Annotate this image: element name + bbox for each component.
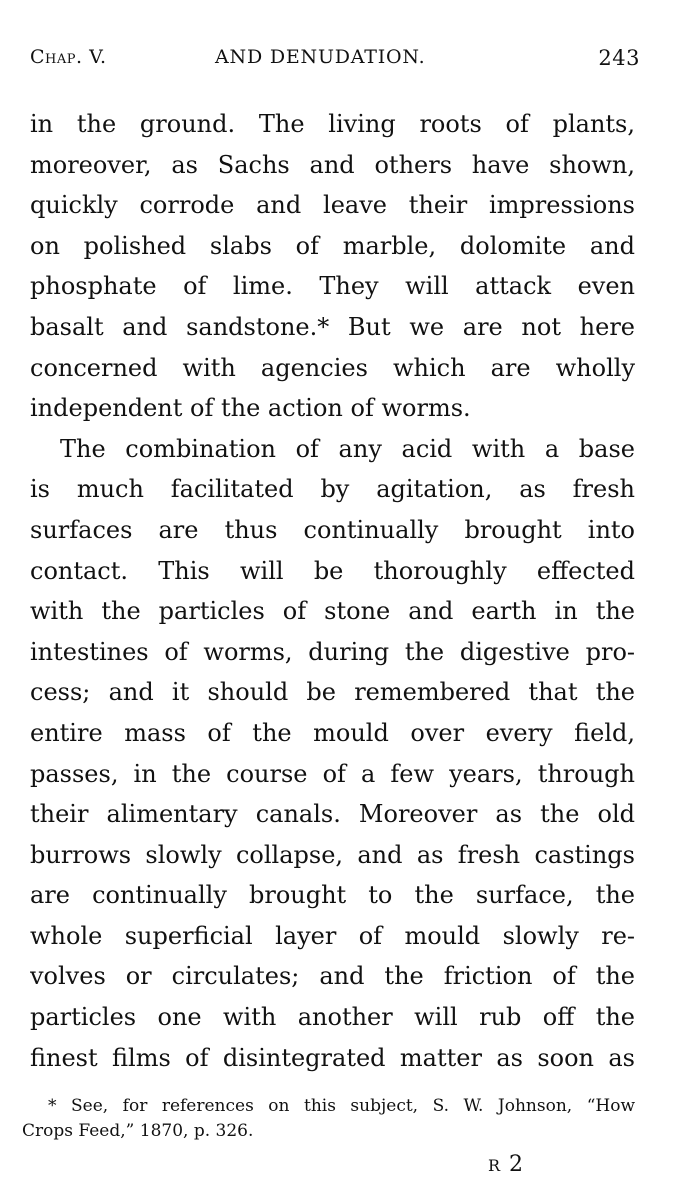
footnote — [22, 1094, 635, 1144]
text-line: particles one with another will rub off the — [30, 1003, 635, 1032]
text-line: entire mass of the mould over every field, — [30, 718, 635, 747]
text-line: their alimentary canals. Moreover as the old — [30, 800, 635, 829]
text-line: basalt and sandstone.* But we are not here — [30, 312, 635, 341]
page-number: 243 — [598, 46, 640, 70]
signature-letter: R — [488, 1156, 502, 1175]
printer-signature-mark — [488, 1152, 524, 1177]
text-line: whole superficial layer of mould slowly re- — [30, 921, 635, 950]
text-line: volves or circulates; and the friction of the — [30, 962, 635, 991]
text-line: are continually brought to the surface, the — [30, 881, 635, 910]
text-line: on polished slabs of marble, dolomite and — [30, 231, 635, 260]
text-line: contact. This will be thoroughly effected — [30, 556, 635, 585]
chapter-label: Chap. V. — [30, 46, 107, 68]
text-line: moreover, as Sachs and others have shown, — [30, 150, 635, 179]
text-line: burrows slowly collapse, and as fresh castings — [30, 840, 635, 869]
text-line: quickly corrode and leave their impressions — [30, 191, 635, 220]
text-line: The combination of any acid with a base — [60, 434, 635, 463]
text-line: intestines of worms, during the digestive pro- — [30, 637, 635, 666]
text-line: passes, in the course of a few years, through — [30, 759, 635, 788]
text-line: phosphate of lime. They will attack even — [30, 272, 635, 301]
footnote-line: * See, for references on this subject, S. W. Johnson, “How — [48, 1096, 635, 1116]
text-line: surfaces are thus continually brought into — [30, 515, 635, 544]
text-line: in the ground. The living roots of plants, — [30, 110, 635, 138]
body-text — [30, 104, 635, 1078]
text-line: independent of the action of worms. — [30, 394, 471, 423]
text-line: with the particles of stone and earth in the — [30, 597, 635, 626]
section-title: AND DENUDATION. — [215, 46, 426, 68]
running-head — [30, 46, 640, 76]
footnote-line: Crops Feed,” 1870, p. 326. — [22, 1121, 254, 1141]
text-line: cess; and it should be remembered that the — [30, 678, 635, 707]
text-line: concerned with agencies which are wholly — [30, 353, 635, 382]
signature-number: 2 — [509, 1152, 525, 1177]
text-line: finest films of disintegrated matter as soon as — [30, 1043, 635, 1072]
text-line: is much facilitated by agitation, as fresh — [30, 475, 635, 504]
